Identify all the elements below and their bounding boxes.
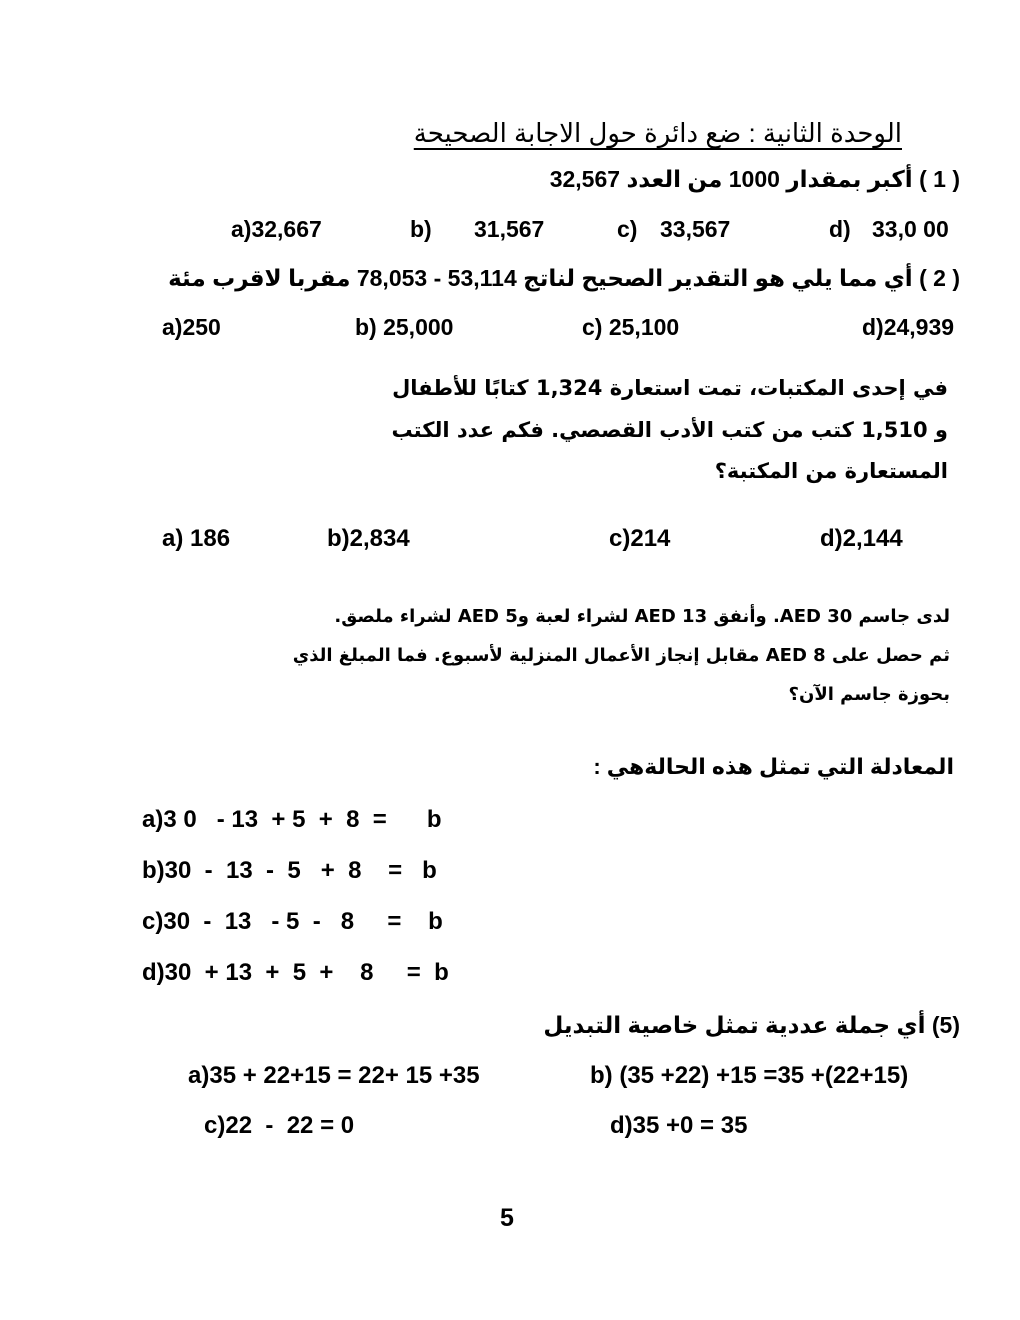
q2-option-d[interactable]: d)24,939 [862,314,955,340]
q2-option-c[interactable]: c) 25,100 [582,314,680,340]
q1-stem: ( 1 ) أكبر بمقدار 1000 من العدد 32,567 [549,166,960,192]
q4-option-a[interactable]: a)3 0 - 13 + 5 + 8 = b [142,806,442,833]
q5-option-d[interactable]: d)35 +0 = 35 [610,1112,748,1139]
q4-option-b[interactable]: b)30 - 13 - 5 + 8 = b [142,857,437,884]
q5-option-c[interactable]: c)22 - 22 = 0 [204,1112,355,1139]
q3-line-3: المستعارة من المكتبة؟ [714,459,948,483]
q3-line-1: في إحدى المكتبات، تمت استعارة 1,324 كتابًا للأطفال [392,376,948,400]
q1-option-d-label[interactable]: d) [829,216,851,242]
q4-line-3: بحوزة جاسم الآن؟ [788,684,950,705]
page-number: 5 [500,1204,514,1232]
q4-option-d[interactable]: d)30 + 13 + 5 + 8 = b [142,959,449,986]
q5-stem: (5) أي جملة عددية تمثل خاصية التبديل [543,1012,960,1038]
q1-option-a[interactable]: a)32,667 [231,216,322,242]
q1-option-c-value[interactable]: 33,567 [660,216,731,242]
q3-option-d[interactable]: d)2,144 [820,525,903,552]
q4-line-1: لدى جاسم AED 30. وأنفق AED 13 لشراء لعبة وAED 5 لشراء ملصق. [334,606,950,627]
q4-equation-prompt: المعادلة التي تمثل هذه الحالةهي : [593,754,954,779]
q5-option-a[interactable]: a)35 + 22+15 = 22+ 15 +35 [188,1062,480,1089]
q2-option-b[interactable]: b) 25,000 [355,314,454,340]
q3-option-b[interactable]: b)2,834 [327,525,410,552]
q3-option-a[interactable]: a) 186 [162,525,231,552]
q3-line-2: و 1,510 كتب من كتب الأدب القصصي. فكم عدد الكتب [391,418,948,442]
q4-option-c[interactable]: c)30 - 13 - 5 - 8 = b [142,908,443,935]
q2-option-a[interactable]: a)250 [162,314,221,340]
q2-stem: ( 2 ) أي مما يلي هو التقدير الصحيح لناتج 53,114 - 78,053 مقربا لاقرب مئة [168,265,960,291]
q1-option-c-label[interactable]: c) [617,216,638,242]
q4-line-2: ثم حصل على AED 8 مقابل إنجاز الأعمال المنزلية لأسبوع. فما المبلغ الذي [292,645,950,666]
q1-option-d-value[interactable]: 33,0 00 [872,216,949,242]
q3-option-c[interactable]: c)214 [609,525,671,552]
q1-option-b-label[interactable]: b) [410,216,432,242]
q1-option-b-value[interactable]: 31,567 [474,216,545,242]
q5-option-b[interactable]: b) (35 +22) +15 =35 +(22+15) [590,1062,909,1089]
unit-title: الوحدة الثانية : ضع دائرة حول الاجابة الصحيحة [413,118,902,148]
